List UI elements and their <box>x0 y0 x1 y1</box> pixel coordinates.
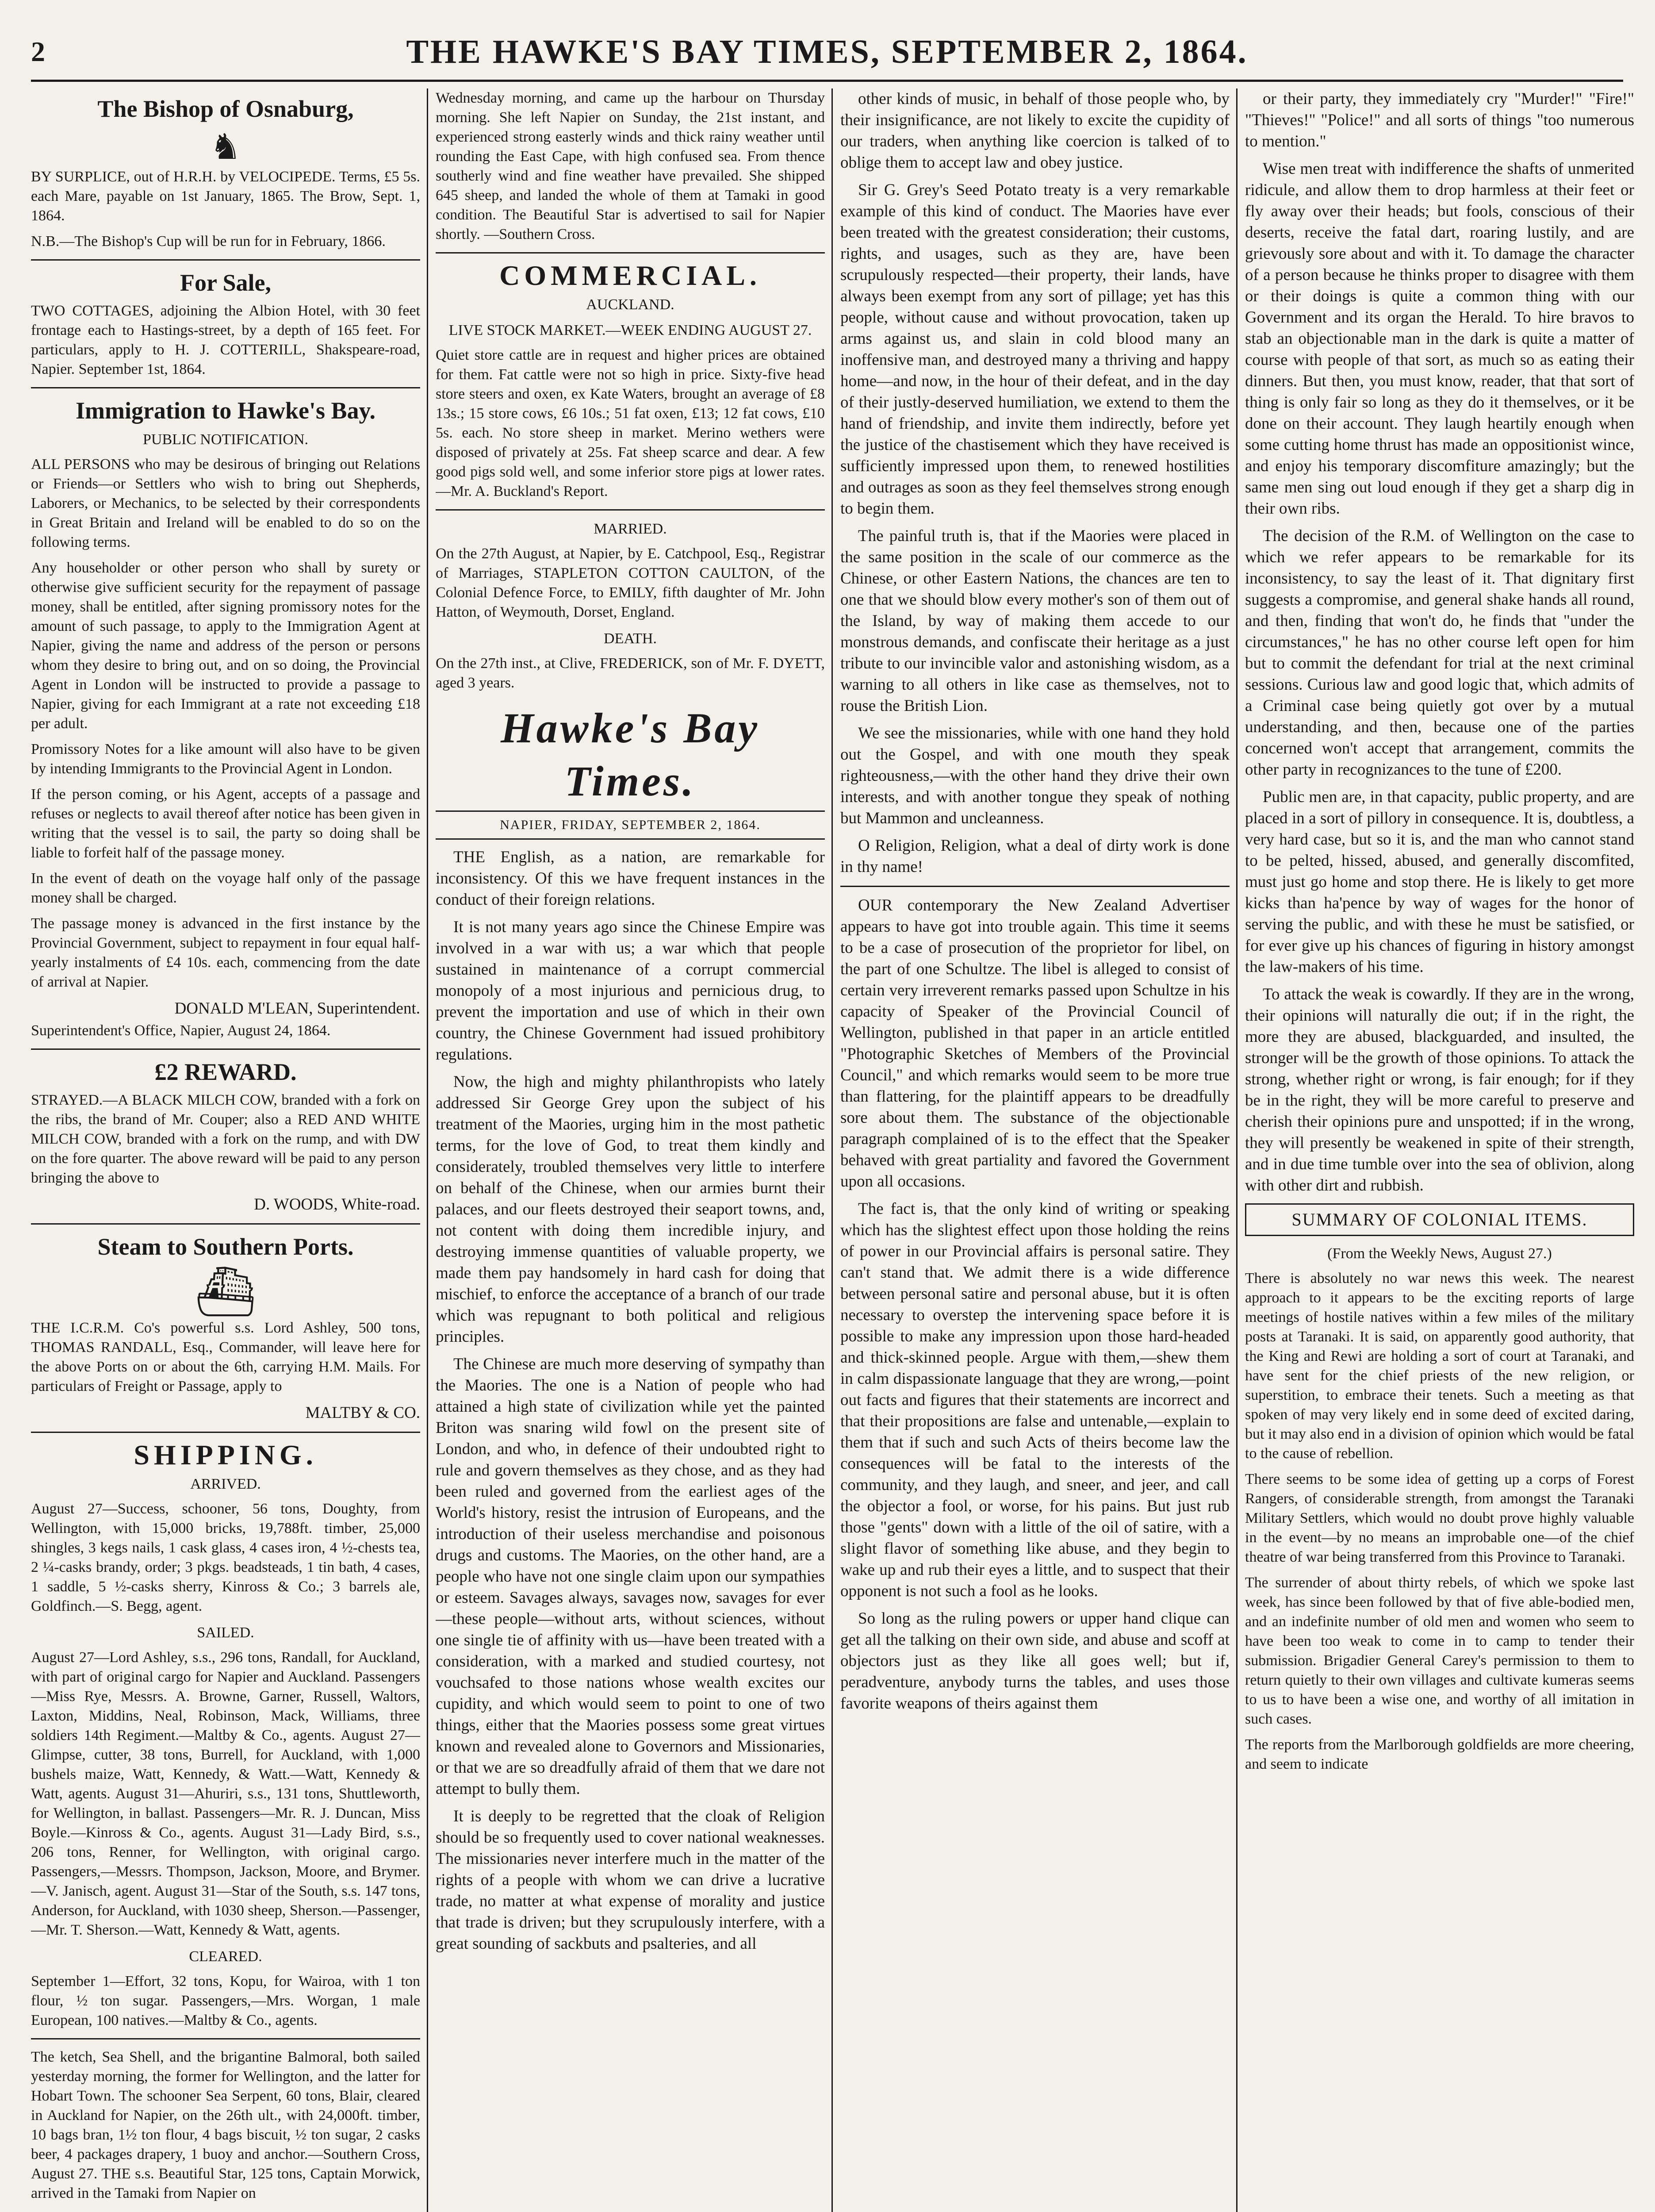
shipping-continued: Wednesday morning, and came up the harbour on Thursday morning. She left Napier on Sunday, the 21st instant, and experienced strong easterly winds and thick rainy weather until rounding the East Cape, with high confused sea. From thence southerly wind and fine weather have prevailed. She shipped 645 sheep, and landed the whole of them at Tamaki in good condition. The Beautiful Star is advertised to sail for Napier shortly. —Southern Cross. <box>436 90 825 242</box>
summary-paragraph: The reports from the Marlborough goldfields are more cheering, and seem to indicate <box>1245 1736 1634 1772</box>
divider <box>31 1223 420 1225</box>
summary-paragraph: There is absolutely no war news this week. The nearest approach to it appears to be the exciting reports of large meetings of hostile natives within a few miles of the military posts at Taranaki. It is said, on apparently good authority, that the King and Rewi are holding a sort of court at Taranaki, and have sent for the chief priests of the new religion, or superstition, to embrace their tenets. Such a meeting as that spoken of may very likely end in some deed of excited daring, but it may also end in a division of opinion which would be fatal to the cause of rebellion. <box>1245 1270 1634 1462</box>
bishop-ad-text: BY SURPLICE, out of H.R.H. by VELOCIPEDE. Terms, £5 5s. each Mare, payable on 1st January, 1865. The Brow, Sept. 1, 1864. <box>31 169 420 224</box>
editorial-paragraph: The Chinese are much more deserving of sympathy than the Maories. The one is a Nation of people who had attained a high state of civilization while yet the painted Briton was snaring wild fowl on the present site of London, and who, in defence of their undoubted right to rule and govern themselves as they chose, and as they had been ruled and governed from the earliest ages of the World's history, resist the intrusion of Europeans, and the introduction of their useless merchandise and poisonous drugs and customs. The Maories, on the other hand, are a people who have not one single claim upon our sympathies or esteem. Savages always, savages now, savages for ever—these people—without arts, without sciences, without one single tie of affinity with us—have been treated with a consideration, with a marked and studied courtesy, not vouchsafed to those nations whose wealth excites our cupidity, and which would seem to point to one of two things, either that the Maories possess some great virtues known and revealed alone to Governors and Missionaries, or that we are so dreadfully afraid of them that we dare not attempt to bully them. <box>436 1355 825 1798</box>
reward-ad-title: £2 REWARD. <box>154 1059 297 1085</box>
cleared-text: September 1—Effort, 32 tons, Kopu, for Wairoa, with 1 ton flour, ½ ton sugar. Passengers,—Mrs. Worgan, 1 male European, 100 natives.—Maltby & Co., agents. <box>31 1973 420 2028</box>
immigration-signature: DONALD M'LEAN, Superintendent. <box>174 999 420 1018</box>
sailed-text: August 27—Lord Ashley, s.s., 296 tons, Randall, for Auckland, with part of original cargo for Napier and Auckland. Passengers—Miss Rye, Messrs. A. Browne, Garner, Russell, Waltors, Laxton, Middins, Neal, Robinson, Mack, Williams, three soldiers 14th Regiment.—Maltby & Co., agents. August 27—Glimpse, cutter, 38 tons, Burrell, for Auckland, with 1,000 bushels maize, Watt, Kennedy, & Watt.—Watt, Kennedy & Watt, agents. August 31—Ahuriri, s.s., 131 tons, Shuttleworth, for Wellington, in ballast. Passengers—Mr. R. J. Duncan, Miss Boyle.—Kinross & Co., agents. August 31—Lady Bird, s.s., 206 tons, Renner, for Wellington, with original cargo. Passengers,—Messrs. Thompson, Jackson, Moore, and Brymer.—V. Janisch, agent. August 31—Star of the South, s.s. 147 tons, Anderson, for Auckland, with 1030 sheep, Sherson.—Passenger,—Mr. T. Sherson.—Watt, Kennedy & Watt, agents. <box>31 1649 420 1938</box>
death-heading: DEATH. <box>604 630 657 647</box>
divider <box>31 1432 420 1433</box>
immigration-paragraph: Any householder or other person who shall by surety or otherwise give sufficient security for the repayment of passage money, shall be entitled, after signing promissory notes for the amount of such passage, to apply to the Immigration Agent at Napier, giving the name and address of the person or persons whom they desire to bring out, and on so doing, the Provincial Agent in London will be instructed to provide a passage to Napier, giving for each Immigrant at a rate not exceeding £18 per adult. <box>31 560 420 732</box>
paper-nameplate: Hawke's Bay Times. <box>501 704 760 805</box>
shipping-title: SHIPPING. <box>134 1439 318 1471</box>
reward-signature: D. WOODS, White-road. <box>254 1195 420 1214</box>
divider <box>31 2038 420 2039</box>
divider <box>31 387 420 388</box>
shipping-note: The ketch, Sea Shell, and the brigantine Balmoral, both sailed yesterday morning, the former for Wellington, and the latter for Hobart Town. The schooner Sea Serpent, 60 tons, Blair, cleared in Auckland for Napier, on the 26th ult., with 24,000ft. timber, 10 bags bran, 1½ ton flour, 4 bags biscuit, ½ ton sugar, 2 casks beer, 4 packages drapery, 1 buoy and anchor.—Southern Cross, August 27. THE s.s. Beautiful Star, 125 tons, Captain Morwick, arrived in the Tamaki from Napier on <box>31 2049 420 2201</box>
immigration-paragraph: Promissory Notes for a like amount will also have to be given by intending Immigrants to the Provincial Agent in London. <box>31 741 420 777</box>
immigration-ad-title: Immigration to Hawke's Bay. <box>75 397 375 424</box>
immigration-paragraph: ALL PERSONS who may be desirous of bringing out Relations or Friends—or Settlers who wish to bring out Shepherds, Laborers, or Mechanics, to be selected by their correspondents in Great Britain and Ireland will be enabled to do so on the following terms. <box>31 456 420 550</box>
editorial-paragraph: It is deeply to be regretted that the cloak of Religion should be so frequently used to cover national weaknesses. The missionaries never interfere much in the matter of the rights of a people with whom we can drive a lucrative trade, no matter at what expense of morality and justice that trade is driven; but they scrupulously interfere, with a great sounding of sackbuts and psalteries, and all <box>436 1807 825 1953</box>
steam-signature: MALTBY & CO. <box>305 1404 420 1422</box>
summary-source: (From the Weekly News, August 27.) <box>1327 1245 1552 1262</box>
death-text: On the 27th inst., at Clive, FREDERICK, son of Mr. F. DYETT, aged 3 years. <box>436 655 825 691</box>
sailed-heading: SAILED. <box>197 1624 254 1641</box>
horse-icon: ♞ <box>210 128 241 167</box>
editorial-paragraph: The decision of the R.M. of Wellington on the case to which we refer appears to be remarkable for its inconsistency, to say the least of it. That dignitary first suggests a compromise, and general shake hands all round, and then, finding that won't do, he finds that "under the circumstances," he has no other course left open for him but to commit the defendant for trial at the next criminal sessions. Curious law and good logic that, which admits of a Criminal case being quietly got over by a mutual understanding, and then, because one of the parties concerned won't accept that arrangement, commits the other party in recognizances to the tune of £200. <box>1245 527 1634 779</box>
steam-ad-text: THE I.C.R.M. Co's powerful s.s. Lord Ashley, 500 tons, THOMAS RANDALL, Esq., Commander, will leave here for the above Ports on or about the 6th, carrying H.M. Mails. For particulars of Freight or Passage, apply to <box>31 1320 420 1394</box>
divider <box>31 1048 420 1050</box>
column-rule <box>1236 88 1237 2212</box>
editorial-paragraph: or their party, they immediately cry "Murder!" "Fire!" "Thieves!" "Police!" and all sorts of things "too numerous to mention." <box>1245 90 1634 150</box>
editorial-paragraph: So long as the ruling powers or upper hand clique can get all the talking on their own side, and abuse and scoff at objectors just as they like all goes well; but if, peradventure, anybody turns the tables, and uses those favorite weapons of theirs against them <box>840 1609 1230 1713</box>
summary-paragraph: The surrender of about thirty rebels, of which we spoke last week, has since been followed by that of five able-bodied men, and an indefinite number of old men and women who seem to have been too weak to come in to camp to tender their submission. Brigadier General Carey's permission to them to return quietly to their own villages and cultivate kumeras seems to us to have been a wise one, and worthy of all imitation in such cases. <box>1245 1575 1634 1727</box>
immigration-ad-subtitle: PUBLIC NOTIFICATION. <box>143 431 308 448</box>
divider <box>436 252 825 253</box>
masthead-title: THE HAWKE'S BAY TIMES, SEPTEMBER 2, 1864. <box>406 33 1248 70</box>
column-rule <box>427 88 428 2212</box>
immigration-paragraph: In the event of death on the voyage half only of the passage money shall be charged. <box>31 870 420 906</box>
editorial-paragraph: The fact is, that the only kind of writing or speaking which has the slightest effect upon those holding the reins of power in our Provincial affairs is personal satire. They can't stand that. We admit there is a wide difference between personal satire and personal abuse, but it is often necessary to overstep the intervening space before it is possible to make any impression upon those hard-headed and thick-skinned people. Argue with them,—shew them in calm dispassionate language that they are wrong,—point out facts and figures that their statements are incorrect and that their propositions are false and untenable,—explain to them that if such and such Acts of theirs become law the consequences will be fatal to the interests of the community, and they laugh, and sneer, and jeer, and call the objector a fool, or worse, for his pains. But just rub those "gents" down with a little of the oil of satire, with a slight flavor of something like abuse, and they begin to wake up and rub their eyes a little, and to suspect that their opponent is not such a fool as he looks. <box>840 1200 1230 1600</box>
editorial-paragraph: Sir G. Grey's Seed Potato treaty is a very remarkable example of this kind of conduct. The Maories have ever been treated with the greatest consideration; their customs, rights, and usages, such as they are, have been scrupulously respected—their property, their lands, have always been exempt from any sort of pillage; yet has this people, without cause and without provocation, taken up arms against us, and slain in cold blood many an inoffensive man, and destroyed many a thriving and happy home—and now, in the hour of their defeat, and in the day of their justly-deserved humiliation, we extend to them the hand of friendship, and invite them indirectly, before yet the justice of the chastisement which they have received is sufficiently impressed upon them, to renewed hostilities and outrages as soon as they feel themselves strong enough to begin them. <box>840 181 1230 518</box>
editorial-paragraph: It is not many years ago since the Chinese Empire was involved in a war with us; a war which that people sustained in maintenance of a corrupt commercial monopoly of a most injurious and pernicious drug, to prevent the importation and use of which in their own country, the Chinese Government had issued prohibitory regulations. <box>436 918 825 1064</box>
arrived-heading: ARRIVED. <box>190 1476 261 1492</box>
divider <box>31 259 420 261</box>
editorial-paragraph: To attack the weak is cowardly. If they are in the wrong, their opinions will naturally die out; if in the right, the more they are abused, blackguarded, and insulted, the stronger will be the growth of those opinions. To attack the strong, whether right or wrong, is fair enough; for if they be in the right, they will be more careful to preserve and cherish their opinions pure and unspotted; if in the wrong, they will presently be weakened in spite of their strength, and in due time tumble over into the sea of oblivion, along with other dirt and rubbish. <box>1245 985 1634 1194</box>
editorial-paragraph: THE English, as a nation, are remarkable for inconsistency. Of this we have frequent instances in the conduct of their foreign relations. <box>436 848 825 909</box>
steam-ad-title: Steam to Southern Ports. <box>97 1233 354 1260</box>
bishop-ad-note: N.B.—The Bishop's Cup will be run for in February, 1866. <box>31 233 386 250</box>
editorial-paragraph: Public men are, in that capacity, public property, and are placed in a sort of pillory in consequence. It is, doubtless, a very hard case, but so it is, and the man who cannot stand to be pelted, hissed, abused, and generally discomfited, must just go home and stop there. He is likely to get more kicks than ha'pence by way of wages for the honor of serving the public, and with these he must be satisfied, or for ever give up his chances of figuring in history amongst the law-makers of his time. <box>1245 788 1634 976</box>
steamship-icon: ⛴ <box>195 1265 257 1319</box>
arrived-text: August 27—Success, schooner, 56 tons, Doughty, from Wellington, with 15,000 bricks, 19,788ft. timber, 25,000 shingles, 3 kegs nails, 1 cask glass, 4 cases iron, 4 ½-chests tea, 2 ¼-casks brandy, order; 3 pkgs. beadsteads, 1 tin bath, 4 cases, 1 saddle, 5 ½-casks sherry, Kinross & Co.; 3 barrels ale, Goldfinch.—S. Begg, agent. <box>31 1501 420 1614</box>
bishop-ad-title: The Bishop of Osnaburg, <box>97 96 354 122</box>
editorial-dateline: NAPIER, FRIDAY, SEPTEMBER 2, 1864. <box>436 810 825 840</box>
sale-ad-title: For Sale, <box>180 269 271 296</box>
immigration-office: Superintendent's Office, Napier, August 24, 1864. <box>31 1022 331 1039</box>
immigration-paragraph: The passage money is advanced in the first instance by the Provincial Government, subject to repayment in four equal half-yearly instalments of £4 10s. each, commencing from the date of arrival at Napier. <box>31 915 420 990</box>
reward-ad-text: STRAYED.—A BLACK MILCH COW, branded with a fork on the ribs, the brand of Mr. Couper; also a RED AND WHITE MILCH COW, branded with a fork on the rump, and with DW on the fore quarter. The above reward will be paid to any person bringing the above to <box>31 1092 420 1186</box>
editorial-paragraph: We see the missionaries, while with one hand they hold out the Gospel, and with one mouth they speak righteousness,—with the other hand they drive their own interests, and with another tongue they speak of nothing but Mammon and uncleanness. <box>840 724 1230 827</box>
masthead <box>31 27 1623 82</box>
commercial-title: COMMERCIAL. <box>499 260 761 291</box>
sale-ad-text: TWO COTTAGES, adjoining the Albion Hotel, with 30 feet frontage each to Hastings-street, by a depth of 165 feet. For particulars, apply to H. J. COTTERILL, Shakspeare-road, Napier. September 1st, 1864. <box>31 303 420 377</box>
cleared-heading: CLEARED. <box>189 1948 262 1965</box>
divider <box>436 509 825 511</box>
column-rule <box>831 88 833 2212</box>
editorial-paragraph: O Religion, Religion, what a deal of dirty work is done in thy name! <box>840 837 1230 876</box>
immigration-paragraph: If the person coming, or his Agent, accepts of a passage and refuses or neglects to avail thereof after notice has been given in writing that the vessel is to sail, the party so doing shall be liable to forfeit half of the passage money. <box>31 786 420 861</box>
page-number: 2 <box>31 36 45 67</box>
summary-title: SUMMARY OF COLONIAL ITEMS. <box>1245 1203 1634 1236</box>
livestock-heading: LIVE STOCK MARKET.—WEEK ENDING AUGUST 27. <box>448 322 812 338</box>
editorial-paragraph: other kinds of music, in behalf of those people who, by their insignificance, are not likely to excite the cupidity of our traders, when anything like coercion is talked of to oblige them to accept law and obey justice. <box>840 90 1230 172</box>
editorial-paragraph: Now, the high and mighty philanthropists who lately addressed Sir George Grey upon the subject of his treatment of the Maories, urging him in the most pathetic terms, for the love of God, to treat them kindly and considerately, troubled themselves very little to interfere on behalf of the Chinese, when our armies burnt their palaces, and our fleets destroyed their seaport towns, and, not content with doing them incredible injury, and destroying immense quantities of valuable property, we made them pay handsomely in hard cash for doing that mischief, to enforce the acceptance of a branch of our trade which was repugnant to both political and religious principles. <box>436 1073 825 1346</box>
married-heading: MARRIED. <box>594 521 667 537</box>
married-text: On the 27th August, at Napier, by E. Catchpool, Esq., Registrar of Marriages, STAPLETON COTTON CAULTON, of the Colonial Defence Force, to EMILY, fifth daughter of Mr. John Hatton, of Weymouth, Dorset, England. <box>436 545 825 620</box>
editorial-paragraph: Wise men treat with indifference the shafts of unmerited ridicule, and allow them to drop harmless at their feet or fly away over their heads; but fools, conscious of their deserts, receive the fatal dart, roaring lustily, and are grievously sore about and with it. To damage the character of a person because he thinks proper to disagree with them or their doings is quite a common thing with our Government and its organ the Herald. To hire bravos to stab an objectionable man in the dark is quite a matter of course with people of that sort, as much so as eating their dinners. But then, you must know, reader, that that sort of thing is only fair so long as they do it themselves, or it be done on their account. They laugh heartily enough when some cutting home thrust has made an oppositionist wince, and enjoy his temporary discomfiture amazingly; but the same men sing out loud enough if they get a sharp dig in their own ribs. <box>1245 160 1634 518</box>
column-1 <box>31 88 420 2212</box>
summary-paragraph: There seems to be some idea of getting up a corps of Forest Rangers, of considerable strength, from amongst the Taranaki Military Settlers, which would no doubt prove highly valuable in the event—by no means an improbable one—of the chief theatre of war being transferred from this Province to Taranaki. <box>1245 1471 1634 1565</box>
column-4 <box>1245 88 1634 2212</box>
column-3 <box>840 88 1230 2212</box>
column-2 <box>436 88 825 2212</box>
auckland-heading: AUCKLAND. <box>586 296 674 313</box>
divider <box>840 886 1230 887</box>
editorial-paragraph: OUR contemporary the New Zealand Advertiser appears to have got into trouble again. This time it seems to be a case of prosecution of the proprietor for libel, on the part of one Schultze. The libel is alleged to consist of certain very irreverent remarks passed upon Schultze in his capacity of Speaker of the Provincial Council of Wellington, published in that paper in an article entitled "Photographic Sketches of Members of the Provincial Council," and which remarks would seem to be more true than flattering, for the plaintiff appears to be dreadfully sore about them. The substance of the objectionable paragraph complained of is to the effect that the Speaker behaved with great partiality and favored the Government upon all occasions. <box>840 896 1230 1190</box>
market-report: Quiet store cattle are in request and higher prices are obtained for them. Fat cattle were not so high in price. Sixty-five head store steers and oxen, ex Kate Waters, brought an average of £8 13s.; 15 store cows, £6 10s.; 51 fat oxen, £13; 12 fat cows, £10 5s. each. No store sheep in market. Merino wethers were disposed of privately at 25s. Fat sheep scarce and dear. A few good pigs sold well, and some inferior store pigs at lower rates. —Mr. A. Buckland's Report. <box>436 347 825 499</box>
editorial-paragraph: The painful truth is, that if the Maories were placed in the same position in the scale of our commerce as the Chinese, or other Eastern Nations, the chances are ten to one that we should blow every mother's son of them out of the Island, by way of making them accede to our monstrous demands, and confiscate their heritage as a just tribute to our invincible valor and astonishing wisdom, as a warning to all others in like case as themselves, not to rouse the British Lion. <box>840 527 1230 715</box>
